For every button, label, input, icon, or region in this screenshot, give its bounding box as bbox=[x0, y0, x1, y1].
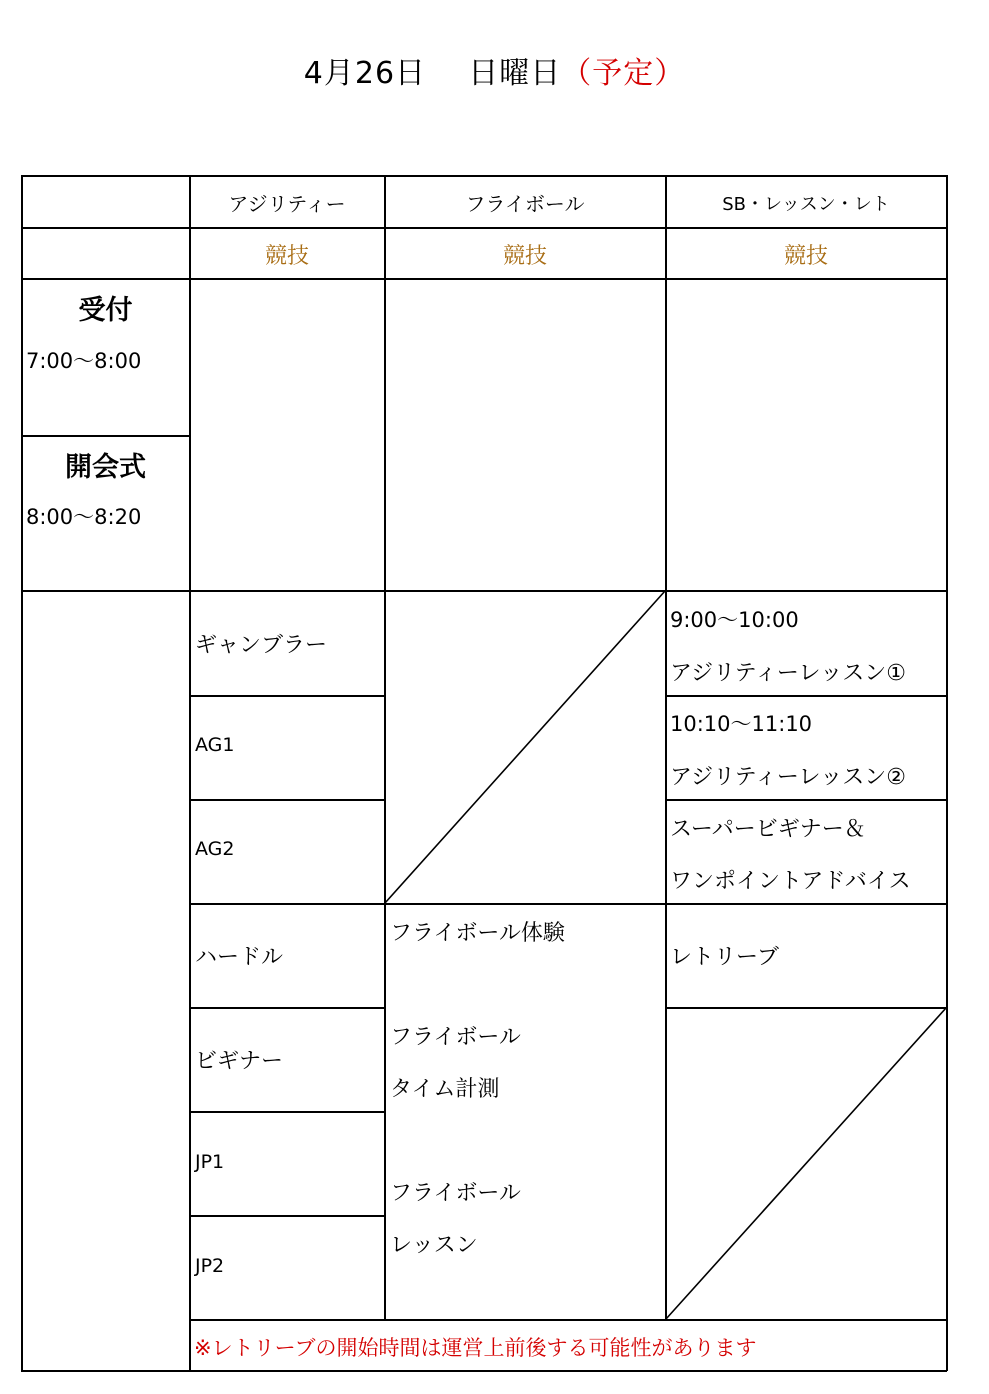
category-flyball: 競技 bbox=[502, 244, 547, 269]
flyball-experience: フライボール体験 bbox=[390, 921, 565, 946]
column-header-flyball: フライボール bbox=[465, 192, 585, 216]
lesson2-title: アジリティーレッスン② bbox=[670, 765, 906, 790]
agility-beginner: ビギナー bbox=[195, 1049, 284, 1074]
lesson1-title: アジリティーレッスン① bbox=[670, 661, 906, 686]
column-header-sb: SB・レッスン・レト bbox=[722, 194, 890, 215]
agility-ag2: AG2 bbox=[195, 838, 235, 860]
reception-label: 受付 bbox=[78, 295, 133, 326]
title-date: 4月26日 bbox=[303, 56, 427, 91]
column-header-agility: アジリティー bbox=[228, 192, 346, 216]
agility-jp2: JP2 bbox=[195, 1255, 225, 1277]
flyball-lesson-label: フライボール bbox=[390, 1181, 521, 1206]
agility-hurdle: ハードル bbox=[195, 945, 284, 970]
flyball-time-label: フライボール bbox=[390, 1025, 521, 1050]
agility-gambler: ギャンブラー bbox=[195, 633, 328, 658]
opening-ceremony-label: 開会式 bbox=[65, 452, 146, 483]
sb-empty-diagonal bbox=[666, 1008, 946, 1319]
opening-ceremony-time: 8:00～8:20 bbox=[26, 505, 142, 529]
flyball-lesson: レッスン bbox=[390, 1233, 478, 1258]
retrieve: レトリーブ bbox=[670, 945, 779, 970]
agility-ag1: AG1 bbox=[195, 734, 235, 756]
lesson1-time: 9:00～10:00 bbox=[670, 608, 799, 632]
retrieve-timing-note: ※レトリーブの開始時間は運営上前後する可能性があります bbox=[194, 1336, 757, 1360]
one-point-advice: ワンポイントアドバイス bbox=[670, 869, 911, 894]
title-status: （予定） bbox=[561, 56, 686, 91]
title-weekday: 日曜日 bbox=[468, 56, 562, 91]
category-agility: 競技 bbox=[264, 244, 309, 269]
category-sb: 競技 bbox=[783, 244, 828, 269]
flyball-time-measure: タイム計測 bbox=[390, 1077, 500, 1102]
flyball-empty-diagonal bbox=[385, 591, 665, 903]
agility-jp1: JP1 bbox=[195, 1151, 225, 1173]
lesson2-time: 10:10～11:10 bbox=[670, 712, 813, 736]
reception-time: 7:00～8:00 bbox=[26, 349, 142, 373]
super-beginner: スーパービギナー＆ bbox=[670, 817, 866, 842]
